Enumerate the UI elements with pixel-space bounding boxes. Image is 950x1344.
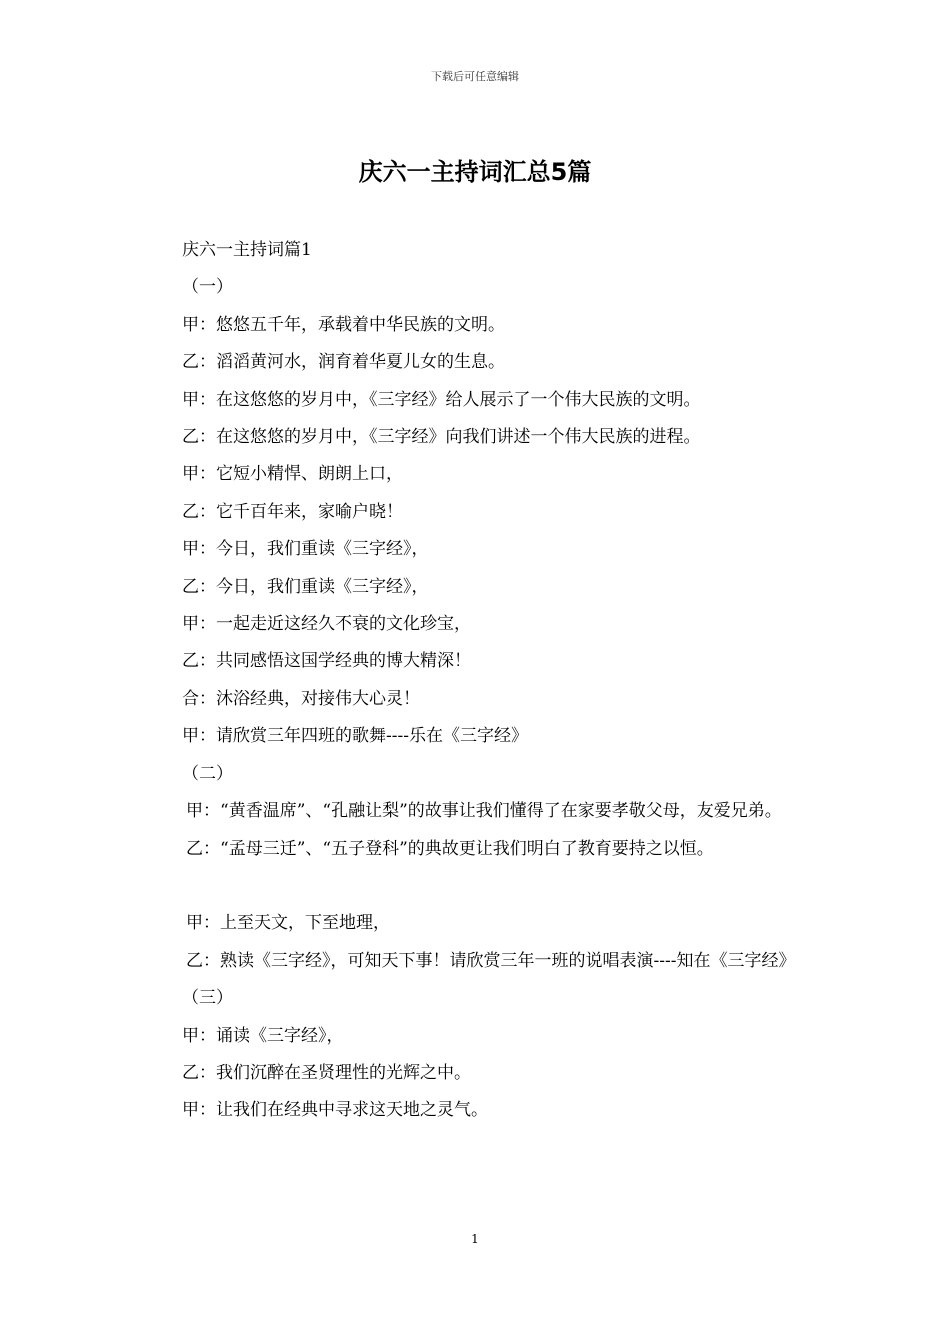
script-line: 甲：在这悠悠的岁月中，《三字经》给人展示了一个伟大民族的文明。	[182, 389, 701, 410]
subsection-marker: （一）	[182, 277, 233, 298]
script-line: 乙：在这悠悠的岁月中，《三字经》向我们讲述一个伟大民族的进程。	[182, 427, 701, 448]
script-line: 乙：我们沉醉在圣贤理性的光辉之中。	[182, 1062, 471, 1083]
script-line: 乙：今日，我们重读《三字经》，	[182, 576, 429, 597]
script-line: 甲：请欣赏三年四班的歌舞----乐在《三字经》	[182, 726, 528, 747]
subsection-marker: （二）	[182, 763, 233, 784]
page-number: 1	[471, 1232, 479, 1246]
script-line: 乙：共同感悟这国学经典的博大精深！	[182, 651, 471, 672]
script-line: 甲：今日，我们重读《三字经》，	[182, 539, 429, 560]
script-line: 甲：“黄香温席”、“孔融让梨”的故事让我们懂得了在家要孝敬父母，友爱兄弟。	[186, 801, 782, 822]
script-line: 甲：它短小精悍、朗朗上口，	[182, 464, 403, 485]
script-line: 甲：诵读《三字经》，	[182, 1025, 344, 1046]
document-title: 庆六一主持词汇总5篇	[358, 158, 592, 186]
script-line: 乙：它千百年来，家喻户晓！	[182, 501, 403, 522]
section-heading: 庆六一主持词篇1	[182, 240, 312, 260]
script-line: 乙：熟读《三字经》，可知天下事！请欣赏三年一班的说唱表演----知在《三字经》	[186, 950, 796, 971]
script-line: 乙：滔滔黄河水，润育着华夏儿女的生息。	[182, 352, 505, 373]
script-line: 甲：一起走近这经久不衰的文化珍宝，	[182, 614, 471, 635]
document-body	[144, 232, 824, 1130]
subsection-marker: （三）	[182, 988, 233, 1009]
script-line: 合：沐浴经典，对接伟大心灵！	[182, 688, 420, 709]
script-line: 甲：上至天文，下至地理，	[186, 913, 390, 934]
script-line: 甲：悠悠五千年，承载着中华民族的文明。	[182, 314, 505, 335]
script-line: 乙：“孟母三迁”、“五子登科”的典故更让我们明白了教育要持之以恒。	[186, 838, 714, 859]
script-line: 甲：让我们在经典中寻求这天地之灵气。	[182, 1100, 488, 1121]
page-header-note: 下载后可任意编辑	[431, 70, 519, 83]
blank-line	[144, 868, 824, 905]
